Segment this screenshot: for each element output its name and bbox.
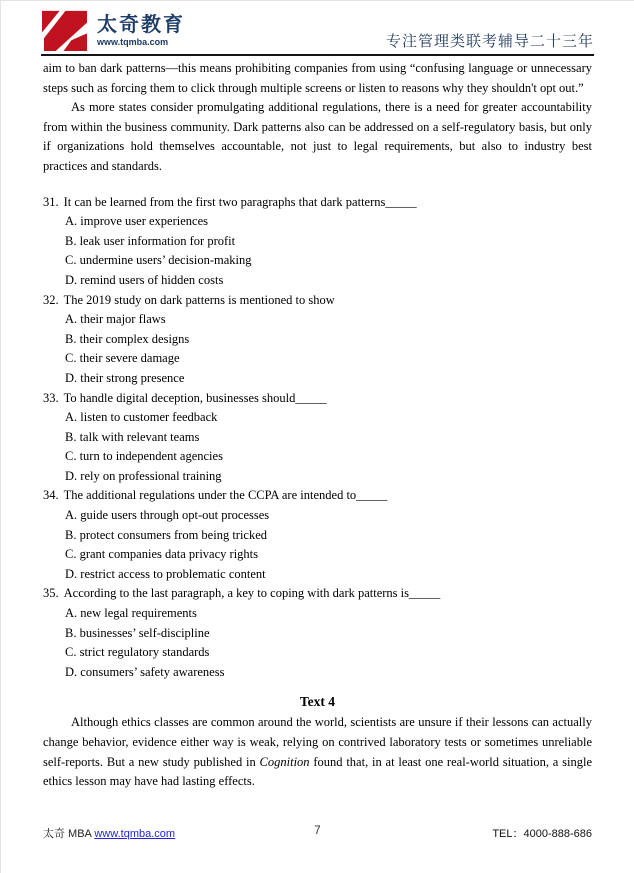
journal-name-italic: Cognition	[259, 754, 310, 769]
question-stem-text: It can be learned from the first two paragraphs that dark patterns_____	[63, 194, 417, 209]
question-option-c: C. turn to independent agencies	[65, 449, 223, 464]
header-tagline: 专注管理类联考辅导二十三年	[385, 34, 594, 50]
question-option-c: C. strict regulatory standards	[65, 645, 210, 660]
page-footer	[43, 825, 592, 843]
question-35	[43, 584, 592, 682]
brand-text	[97, 13, 185, 48]
question-option-a: A. improve user experiences	[65, 214, 208, 229]
question-stem-text: According to the last paragraph, a key to coping with dark patterns is_____	[63, 586, 441, 601]
question-option-c: C. grant companies data privacy rights	[65, 547, 258, 562]
passage-paragraph-1: aim to ban dark patterns—this means prohibiting companies from using “confusing language or unnecessary steps such as forcing them to click through multiple screens or listen to reasons why they shouldn't opt out.”	[43, 61, 592, 95]
question-option-b: B. businesses’ self-discipline	[65, 625, 210, 640]
footer-telephone: TEL：4000-888-686	[492, 828, 592, 840]
question-option-b: B. leak user information for profit	[65, 233, 236, 248]
question-number: 31.	[43, 194, 59, 209]
question-stem-text: The 2019 study on dark patterns is mentioned to show	[63, 292, 335, 307]
question-option-a: A. listen to customer feedback	[65, 410, 218, 425]
question-number: 33.	[43, 390, 59, 405]
text4-paragraph-pre: Although ethics classes are common around the world, scientists are unsure if their lessons can actually change behavior, evidence either way is weak, relying on contrived laboratory tests or sometimes unreliable self-reports. But a new study published in	[43, 715, 592, 769]
question-number: 32.	[43, 292, 59, 307]
page-header	[41, 1, 594, 52]
question-34	[43, 486, 592, 584]
question-option-d: D. rely on professional training	[65, 468, 222, 483]
brand-block	[41, 8, 185, 52]
question-stem	[43, 193, 592, 213]
question-stem	[43, 486, 592, 506]
question-33	[43, 389, 592, 487]
question-option-d: D. remind users of hidden costs	[65, 272, 224, 287]
page-content	[43, 56, 592, 792]
brand-url-text: www.tqmba.com	[97, 36, 169, 47]
question-list	[43, 193, 592, 683]
question-option-b: B. their complex designs	[65, 331, 190, 346]
question-number: 34.	[43, 488, 59, 503]
question-option-b: B. talk with relevant teams	[65, 429, 200, 444]
question-stem	[43, 291, 592, 311]
passage-paragraph-2: As more states consider promulgating additional regulations, there is a need for greater accountability from within the business community. Dark patterns also can be addressed on a self-regulatory basis, but only if organizations hold themselves accountable, not just to legal requirements, but also to industry best practices and standards.	[43, 100, 592, 173]
question-option-c: C. their severe damage	[65, 351, 180, 366]
question-stem	[43, 389, 592, 409]
question-stem-text: To handle digital deception, businesses should_____	[63, 390, 327, 405]
question-option-b: B. protect consumers from being tricked	[65, 527, 268, 542]
question-option-d: D. their strong presence	[65, 370, 185, 385]
question-option-d: D. consumers’ safety awareness	[65, 664, 225, 679]
brand-name: 太奇教育	[97, 13, 185, 36]
question-option-a: A. new legal requirements	[65, 606, 197, 621]
section-heading-text4: Text 4	[299, 694, 336, 710]
question-31	[43, 193, 592, 291]
page-number: 7	[314, 825, 321, 837]
question-option-c: C. undermine users’ decision-making	[65, 253, 252, 268]
question-option-d: D. restrict access to problematic content	[65, 566, 266, 581]
question-option-a: A. their major flaws	[65, 312, 166, 327]
footer-brand-text: 太奇 MBA	[43, 828, 92, 840]
question-32	[43, 291, 592, 389]
taiqi-logo-icon	[41, 8, 88, 52]
question-stem	[43, 584, 592, 604]
question-number: 35.	[43, 586, 59, 601]
footer-website-link[interactable]: www.tqmba.com	[94, 828, 176, 840]
question-stem-text: The additional regulations under the CCPA are intended to_____	[63, 488, 388, 503]
question-option-a: A. guide users through opt-out processes	[65, 508, 270, 523]
text4-paragraph-post: found that, in at least one real-world situation, a single ethics lesson may have had lasting effects.	[43, 754, 592, 789]
text4-paragraph	[43, 713, 592, 791]
